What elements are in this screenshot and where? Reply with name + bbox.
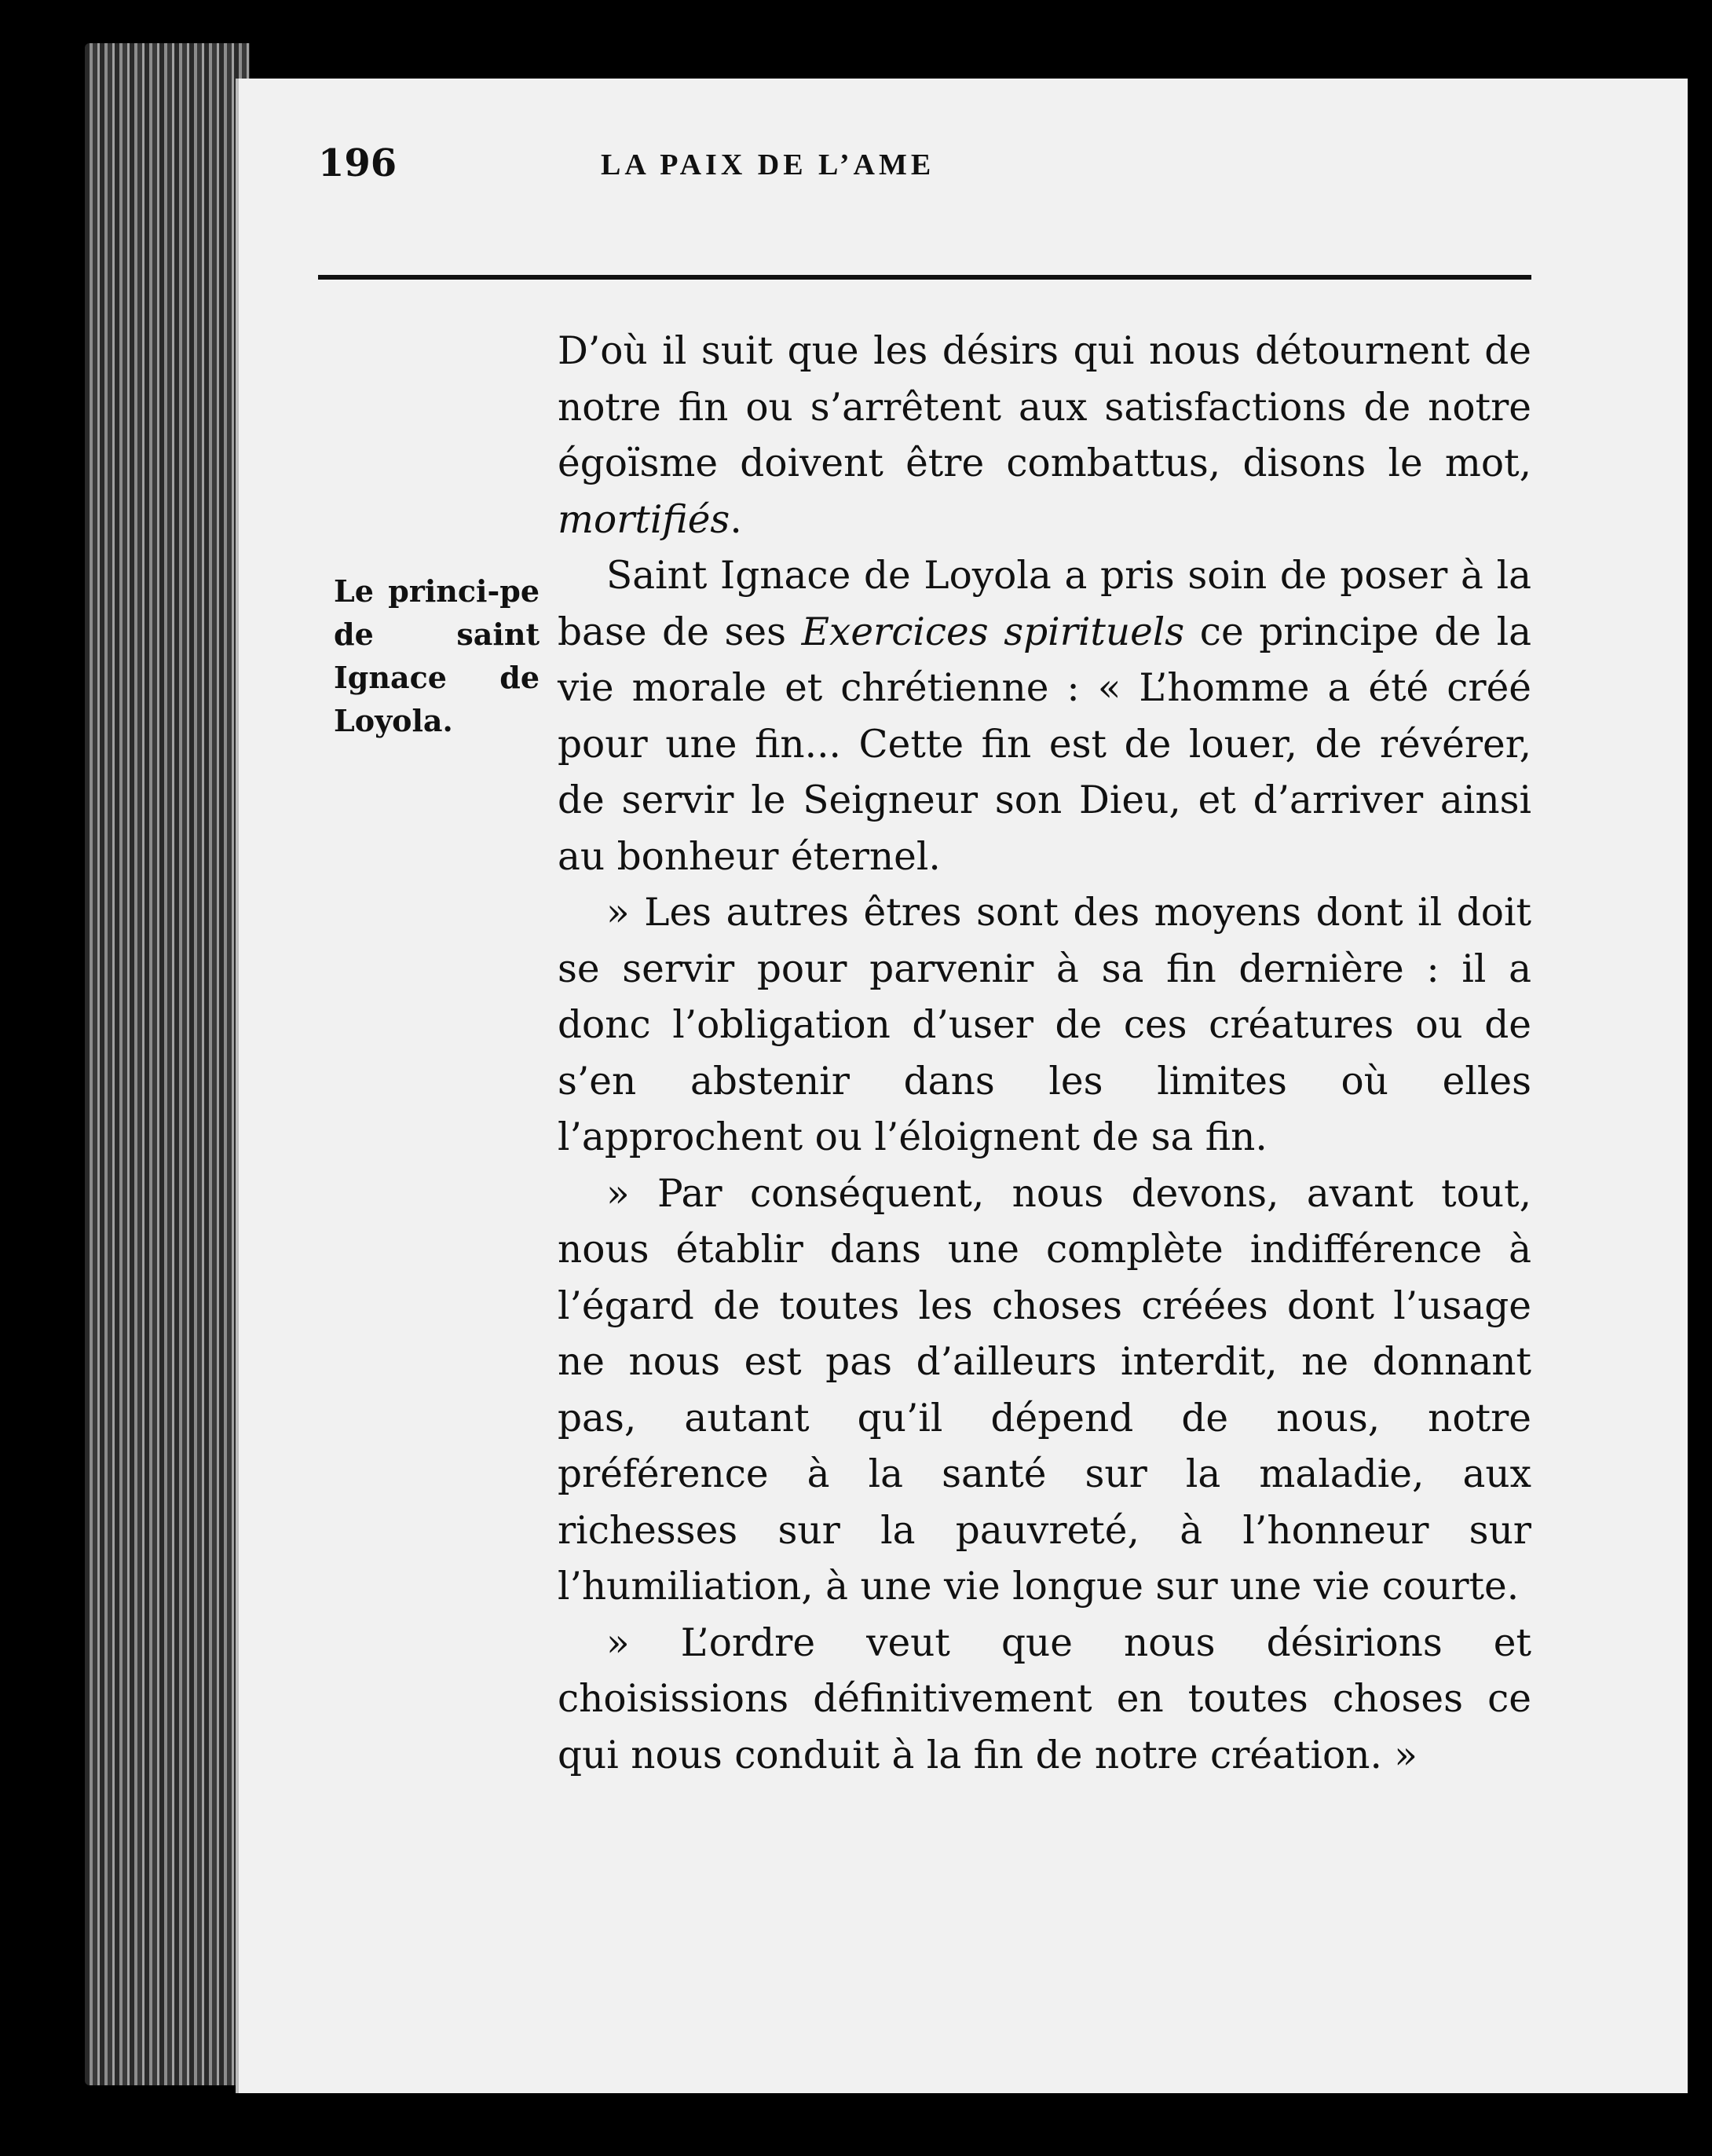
paragraph-4: » Par conséquent, nous devons, avant tout, nous établir dans une complète indifférence à l’égard de toutes les choses créées dont l’usage ne nous est pas d’ailleurs interdit, ne donnant pas, autant qu’il dépend de nous, notre préférence à la santé sur la maladie, aux richesses sur la pauvreté, à l’honneur sur l’humiliation, à une vie longue sur une vie courte. <box>558 1171 1531 1609</box>
paragraph-2: Saint Ignace de Loyola a pris soin de poser à la base de ses Exercices spirituels ce principe de la vie morale et chrétienne : « L’homme a été créé pour une fin... Cette fin est de louer, de révérer, de servir le Seigneur son Dieu, et d’arriver ainsi au bonheur éternel. <box>558 554 1531 879</box>
page-number: 196 <box>318 141 397 185</box>
paragraph-5: » L’ordre veut que nous désirions et choisissions définitivement en toutes choses ce qui nous conduit à la fin de notre création. » <box>558 1620 1531 1777</box>
paragraph-3: » Les autres êtres sont des moyens dont il doit se servir pour parvenir à sa fin dernière : il a donc l’obligation d’user de ces créatures ou de s’en abstenir dans les limites où elles l’approchent ou l’éloignent de sa fin. <box>558 891 1531 1159</box>
body-text <box>558 324 1531 1784</box>
marginal-note: Le princi-pe de saint Ignace de Loyola. <box>334 573 540 738</box>
book-title-exercices: Exercices spirituels <box>801 609 1185 654</box>
paragraph-1: D’où il suit que les désirs qui nous détournent de notre fin ou s’arrêtent aux satisfactions de notre égoïsme doivent être combattus, disons le mot, mortifiés. <box>558 329 1531 542</box>
header-rule <box>318 275 1531 280</box>
running-title: LA PAIX DE L’AME <box>601 148 935 181</box>
emphasis-mortifies: mortifiés <box>558 497 730 542</box>
book-page-edges <box>85 43 250 2085</box>
page-header <box>318 126 1527 204</box>
